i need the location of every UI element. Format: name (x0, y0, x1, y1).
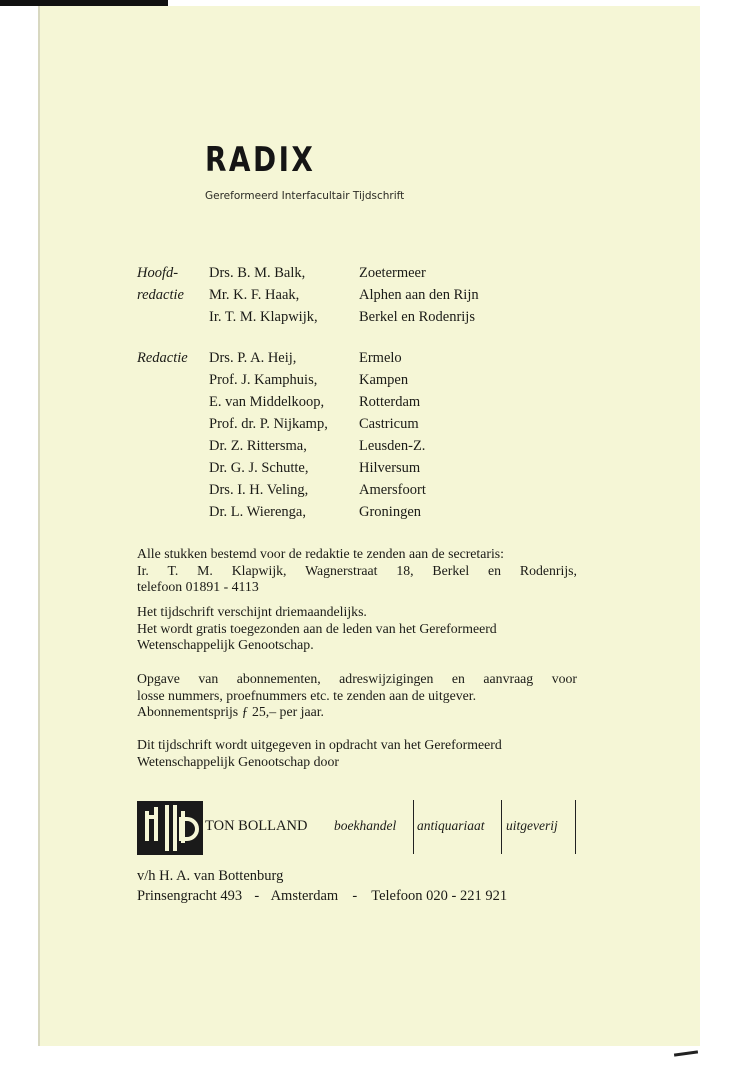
member-place: Rotterdam (359, 394, 421, 410)
publisher-part-boekhandel: boekhandel (334, 818, 397, 833)
info-line: Wetenschappelijk Genootschap door (137, 753, 339, 769)
info-line: losse nummers, proefnummers etc. te zenden aan de uitgever. (137, 687, 477, 703)
info-line: Abonnementsprijs ƒ 25,– per jaar. (137, 704, 324, 719)
info-line: telefoon 01891 - 4113 (137, 579, 259, 594)
member-name: Prof. dr. P. Nijkamp, (209, 416, 328, 432)
redactie-label: Redactie (137, 350, 188, 366)
info-line: Dit tijdschrift wordt uitgegeven in opdracht van het Gereformeerd (137, 737, 502, 752)
member-name: E. van Middelkoop, (209, 394, 325, 410)
separator: - (352, 888, 358, 904)
member-place: Kampen (359, 372, 409, 388)
info-line: Het tijdschrift verschijnt driemaandelijks. (137, 604, 367, 619)
info-line: Wetenschappelijk Genootschap. (137, 637, 314, 652)
member-place: Hilversum (359, 460, 421, 476)
member-name: Dr. Z. Rittersma, (209, 438, 307, 454)
city: Amsterdam (270, 888, 339, 904)
member-name: Drs. P. A. Heij, (209, 350, 297, 366)
publisher-logo (137, 801, 203, 855)
member-name: Prof. J. Kamphuis, (209, 372, 318, 388)
publisher-part-antiquariaat: antiquariaat (417, 818, 485, 833)
board-member (209, 309, 609, 331)
info-line: Alle stukken bestemd voor de redaktie te zenden aan de secretaris: (137, 546, 504, 561)
editorial-address-paragraph (137, 546, 577, 596)
member-name: Dr. L. Wierenga, (209, 504, 306, 520)
info-line: Ir. T. M. Klapwijk, Wagnerstraat 18, Berkel en Rodenrijs, (137, 562, 577, 578)
member-place: Alphen aan den Rijn (359, 287, 479, 303)
member-place: Berkel en Rodenrijs (359, 309, 475, 325)
divider (575, 800, 576, 854)
distribution-paragraph (137, 604, 577, 654)
board-member (209, 438, 609, 460)
member-place: Leusden-Z. (359, 438, 426, 454)
street: Prinsengracht 493 (137, 888, 243, 904)
board-member (209, 416, 609, 438)
member-name: Ir. T. M. Klapwijk, (209, 309, 318, 325)
publisher-logo-icon (137, 801, 203, 855)
hoofdredactie-label-line1: Hoofd- (137, 265, 179, 281)
journal-subtitle: Gereformeerd Interfacultair Tijdschrift (205, 190, 405, 202)
separator: - (254, 888, 260, 904)
divider (501, 800, 502, 854)
address-line: v/h H. A. van Bottenburg (137, 868, 284, 884)
address-line (137, 886, 507, 906)
member-place: Zoetermeer (359, 265, 426, 281)
journal-title: RADIX (205, 140, 316, 180)
phone: Telefoon 020 - 221 921 (371, 888, 508, 904)
board-member (209, 350, 609, 372)
member-place: Ermelo (359, 350, 402, 366)
board-member (209, 372, 609, 394)
member-name: Drs. I. H. Veling, (209, 482, 309, 498)
scan-corner-mark (674, 1050, 698, 1056)
hoofdredactie-label-line2: redactie (137, 287, 184, 303)
info-line: Opgave van abonnementen, adreswijzigingen en aanvraag voor (137, 671, 577, 686)
info-line: Het wordt gratis toegezonden aan de leden van het Gereformeerd (137, 620, 497, 636)
board-member (209, 504, 609, 526)
board-member (209, 460, 609, 482)
subscription-paragraph (137, 671, 577, 721)
member-place: Castricum (359, 416, 419, 432)
member-name: Drs. B. M. Balk, (209, 265, 306, 281)
publisher-logo-row (137, 800, 577, 856)
member-name: Mr. K. F. Haak, (209, 287, 300, 303)
board-member (209, 394, 609, 416)
publisher-name: TON BOLLAND (205, 818, 308, 834)
divider (413, 800, 414, 854)
member-place: Groningen (359, 504, 422, 520)
publisher-address (137, 866, 507, 906)
board-member (209, 287, 609, 309)
publisher-intro-paragraph (137, 737, 577, 770)
publisher-part-uitgeverij: uitgeverij (506, 818, 558, 833)
member-place: Amersfoort (359, 482, 426, 498)
board-member (209, 482, 609, 504)
board-member (209, 265, 609, 287)
member-name: Dr. G. J. Schutte, (209, 460, 309, 476)
